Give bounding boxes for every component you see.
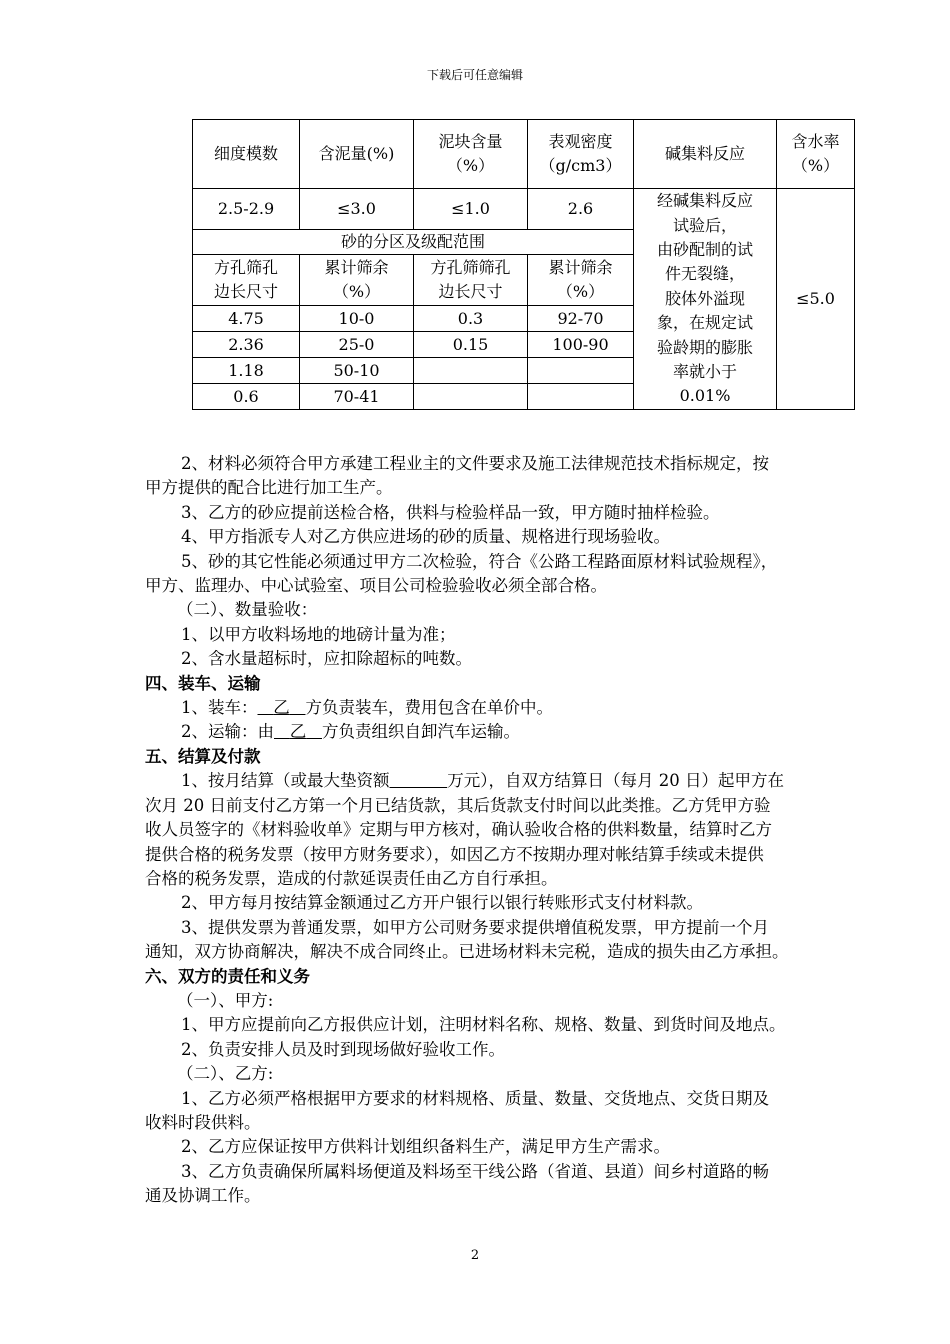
paragraph-line: 1、甲方应提前向乙方报供应计划，注明材料名称、规格、数量、到货时间及地点。 — [181, 1015, 786, 1035]
filled-blank: 乙 — [289, 722, 307, 742]
table-cell: 累计筛余 （%） — [300, 255, 414, 306]
table-row — [193, 189, 855, 230]
paragraph-line: 3、提供发票为普通发票，如甲方公司财务要求提供增值税发票，甲方提前一个月 — [181, 917, 769, 937]
table-cell — [528, 384, 634, 410]
subsection-title: （一）、甲方: — [177, 990, 274, 1010]
table-cell — [414, 384, 528, 410]
moisture-value-cell: ≤5.0 — [777, 189, 855, 410]
paragraph-line: 4、甲方指派专人对乙方供应进场的砂的质量、规格进行现场验收。 — [181, 527, 670, 547]
sand-spec-table — [192, 119, 855, 410]
section-heading: 四、装车、运输 — [145, 673, 261, 693]
table-cell: 累计筛余 （%） — [528, 255, 634, 306]
header-mud-content: 含泥量(%) — [300, 120, 414, 189]
table-cell: 2.5-2.9 — [193, 189, 300, 230]
header-moisture: 含水率 （%） — [777, 120, 855, 189]
paragraph-line: 5、砂的其它性能必须通过甲方二次检验，符合《公路工程路面原材料试验规程》， — [181, 551, 778, 571]
paragraph-line: 1、装车： 乙 方负责装车，费用包含在单价中。 — [181, 698, 553, 718]
paragraph-line: 次月 20 日前支付乙方第一个月已结货款，其后货款支付时间以此类推。乙方凭甲方验 — [145, 795, 771, 815]
alkali-reaction-cell: 经碱集料反应 试验后， 由砂配制的试 件无裂缝， 胶体外溢现 象，在规定试 验龄期的膨胀 率就小于 0.01% — [634, 189, 777, 410]
table-header-row — [193, 120, 855, 189]
paragraph-line: 3、乙方的砂应提前送检合格，供料与检验样品一致，甲方随时抽样检验。 — [181, 502, 720, 522]
header-density: 表观密度 （g/cm3） — [528, 120, 634, 189]
table-cell: 92-70 — [528, 306, 634, 332]
paragraph-line: 甲方、监理办、中心试验室、项目公司检验验收必须全部合格。 — [145, 576, 607, 596]
paragraph-line: 2、乙方应保证按甲方供料计划组织备料生产，满足甲方生产需求。 — [181, 1137, 670, 1157]
table-cell: 方孔筛筛孔 边长尺寸 — [414, 255, 528, 306]
subsection-title: （二）、乙方: — [177, 1064, 274, 1084]
table-cell: 0.6 — [193, 384, 300, 410]
paragraph-line: 2、运输：由 乙 方负责组织自卸汽车运输。 — [181, 722, 520, 742]
table-cell: 10-0 — [300, 306, 414, 332]
section-heading: 六、双方的责任和义务 — [145, 966, 310, 986]
paragraph-line: 通及协调工作。 — [145, 1186, 261, 1206]
paragraph-line: 3、乙方负责确保所属料场便道及料场至干线公路（省道、县道）间乡村道路的畅 — [181, 1161, 769, 1181]
paragraph-line: 2、负责安排人员及时到现场做好验收工作。 — [181, 1039, 505, 1059]
contract-body — [145, 452, 865, 1209]
paragraph-line: 2、含水量超标时，应扣除超标的吨数。 — [181, 649, 472, 669]
table-cell: ≤1.0 — [414, 189, 528, 230]
paragraph-line: 1、按月结算（或最大垫资额 万元），自双方结算日（每月 20 日）起甲方在 — [181, 771, 784, 791]
table-cell — [414, 358, 528, 384]
table-cell: 方孔筛孔 边长尺寸 — [193, 255, 300, 306]
table-cell: ≤3.0 — [300, 189, 414, 230]
table-cell: 2.36 — [193, 332, 300, 358]
paragraph-line: 收料时段供料。 — [145, 1112, 261, 1132]
header-alkali: 碱集料反应 — [634, 120, 777, 189]
paragraph-line: 合格的税务发票，造成的付款延误责任由乙方自行承担。 — [145, 868, 558, 888]
empty-blank — [390, 771, 448, 790]
table-cell: 4.75 — [193, 306, 300, 332]
zone-title: 砂的分区及级配范围 — [193, 230, 634, 255]
table-cell: 100-90 — [528, 332, 634, 358]
paragraph-line: 通知，双方协商解决，解决不成合同终止。已进场材料未完税，造成的损失由乙方承担。 — [145, 942, 789, 962]
paragraph-line: 2、材料必须符合甲方承建工程业主的文件要求及施工法律规范技术指标规定，按 — [181, 454, 769, 473]
header-fineness: 细度模数 — [193, 120, 300, 189]
filled-blank: 乙 — [273, 698, 290, 718]
paragraph-line: 收人员签字的《材料验收单》定期与甲方核对，确认验收合格的供料数量，结算时乙方 — [145, 820, 772, 840]
table-cell: 70-41 — [300, 384, 414, 410]
table-cell: 0.15 — [414, 332, 528, 358]
header-clay-lump: 泥块含量 （%） — [414, 120, 528, 189]
paragraph-line: 提供合格的税务发票（按甲方财务要求），如因乙方不按期办理对帐结算手续或未提供 — [145, 844, 764, 864]
subsection-title: （二）、数量验收： — [177, 600, 318, 620]
page-number: 2 — [470, 1248, 480, 1263]
table-cell — [528, 358, 634, 384]
table-cell: 1.18 — [193, 358, 300, 384]
paragraph-line: 甲方提供的配合比进行加工生产。 — [145, 478, 393, 498]
paragraph-line: 1、以甲方收料场地的地磅计量为准； — [181, 624, 456, 644]
table-cell: 50-10 — [300, 358, 414, 384]
table-cell: 0.3 — [414, 306, 528, 332]
header-note: 下载后可任意编辑 — [426, 68, 523, 82]
table-cell: 25-0 — [300, 332, 414, 358]
table-cell: 2.6 — [528, 189, 634, 230]
paragraph-line: 1、乙方必须严格根据甲方要求的材料规格、质量、数量、交货地点、交货日期及 — [181, 1088, 769, 1108]
paragraph-line: 2、甲方每月按结算金额通过乙方开户银行以银行转账形式支付材料款。 — [181, 893, 703, 913]
section-heading: 五、结算及付款 — [145, 746, 261, 766]
